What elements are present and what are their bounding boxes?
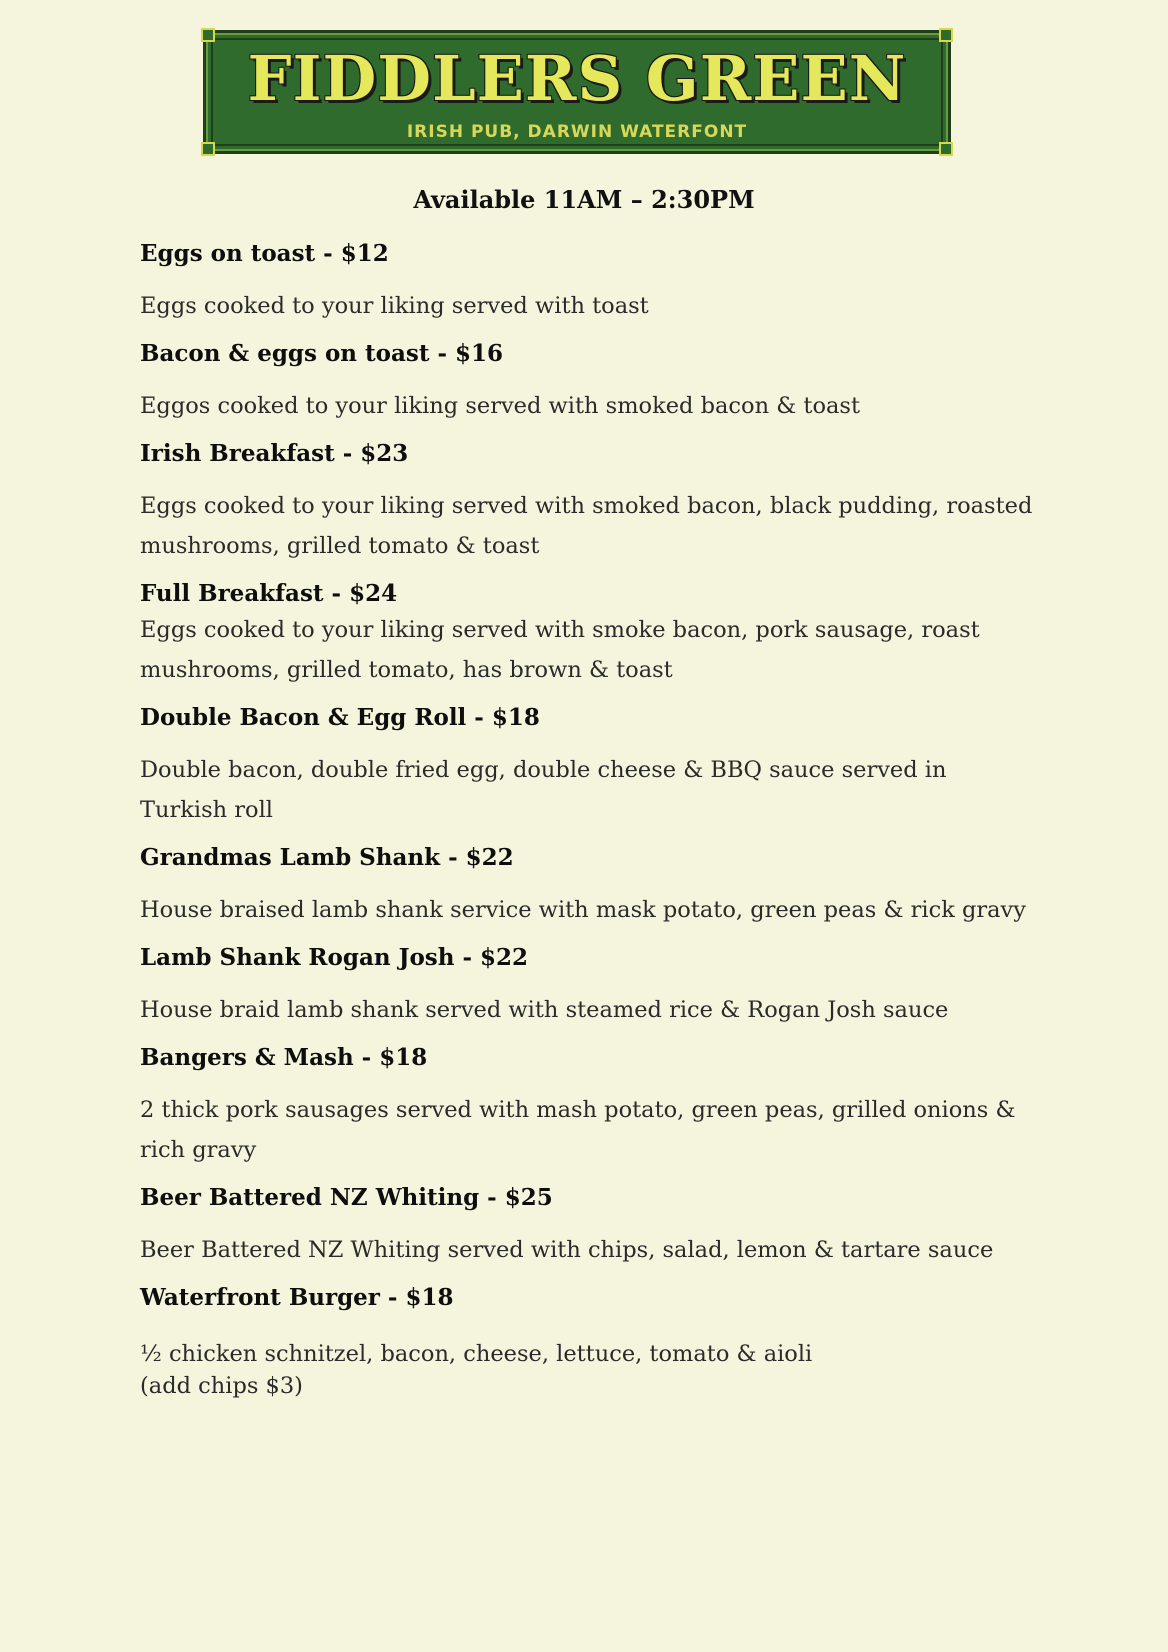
menu-item-note: (add chips $3) [140,1373,303,1399]
menu-item [140,702,1040,830]
logo-subtitle: IRISH PUB, DARWIN WATERFONT [406,122,748,142]
menu-item-title: Bangers & Mash - $18 [140,1044,428,1071]
menu-item-title: Double Bacon & Egg Roll - $18 [140,704,540,731]
availability-hours: Available 11AM – 2:30PM [413,185,755,214]
menu-item-description: 2 thick pork sausages served with mash potato, green peas, grilled onions & rich gravy [140,1097,1016,1163]
menu-item-title: Eggs on toast - $12 [140,240,389,267]
menu-item-title: Bacon & eggs on toast - $16 [140,340,504,367]
menu-list [140,238,1040,1414]
menu-item-description: Beer Battered NZ Whiting served with chips, salad, lemon & tartare sauce [140,1237,994,1263]
menu-item [140,338,1040,426]
menu-item-title: Lamb Shank Rogan Josh - $22 [140,944,529,971]
menu-item [140,578,1040,690]
menu-item-title: Full Breakfast - $24 [140,580,398,607]
menu-item [140,942,1040,1030]
menu-item-title: Irish Breakfast - $23 [140,440,409,467]
menu-item-description: House braised lamb shank service with mask potato, green peas & rick gravy [140,897,1026,923]
menu-item-description: Eggs cooked to your liking served with smoked bacon, black pudding, roasted mushrooms, grilled tomato & toast [140,493,1033,559]
menu-item-description [140,1338,1040,1402]
menu-item [140,1282,1040,1402]
menu-item-title: Grandmas Lamb Shank - $22 [140,844,514,871]
logo-title: FIDDLERS GREEN [247,42,907,115]
menu-item-description: House braid lamb shank served with steamed rice & Rogan Josh sauce [140,997,949,1023]
menu-item-title: Beer Battered NZ Whiting - $25 [140,1184,553,1211]
menu-item-description: Double bacon, double fried egg, double cheese & BBQ sauce served in Turkish roll [140,757,947,823]
pub-logo [203,30,951,154]
menu-item-description: Eggs cooked to your liking served with smoke bacon, pork sausage, roast mushrooms, grilled tomato, has brown & toast [140,617,980,683]
menu-item-title: Waterfront Burger - $18 [140,1284,454,1311]
menu-item [140,238,1040,326]
menu-item-description: Eggs cooked to your liking served with toast [140,293,649,319]
menu-item [140,438,1040,566]
menu-item [140,1182,1040,1270]
menu-item-description-text: ½ chicken schnitzel, bacon, cheese, lettuce, tomato & aioli [140,1341,813,1367]
logo-corner-ornament [939,142,953,156]
menu-item-description: Eggos cooked to your liking served with smoked bacon & toast [140,393,860,419]
menu-item [140,842,1040,930]
menu-item [140,1042,1040,1170]
logo-corner-ornament [201,142,215,156]
